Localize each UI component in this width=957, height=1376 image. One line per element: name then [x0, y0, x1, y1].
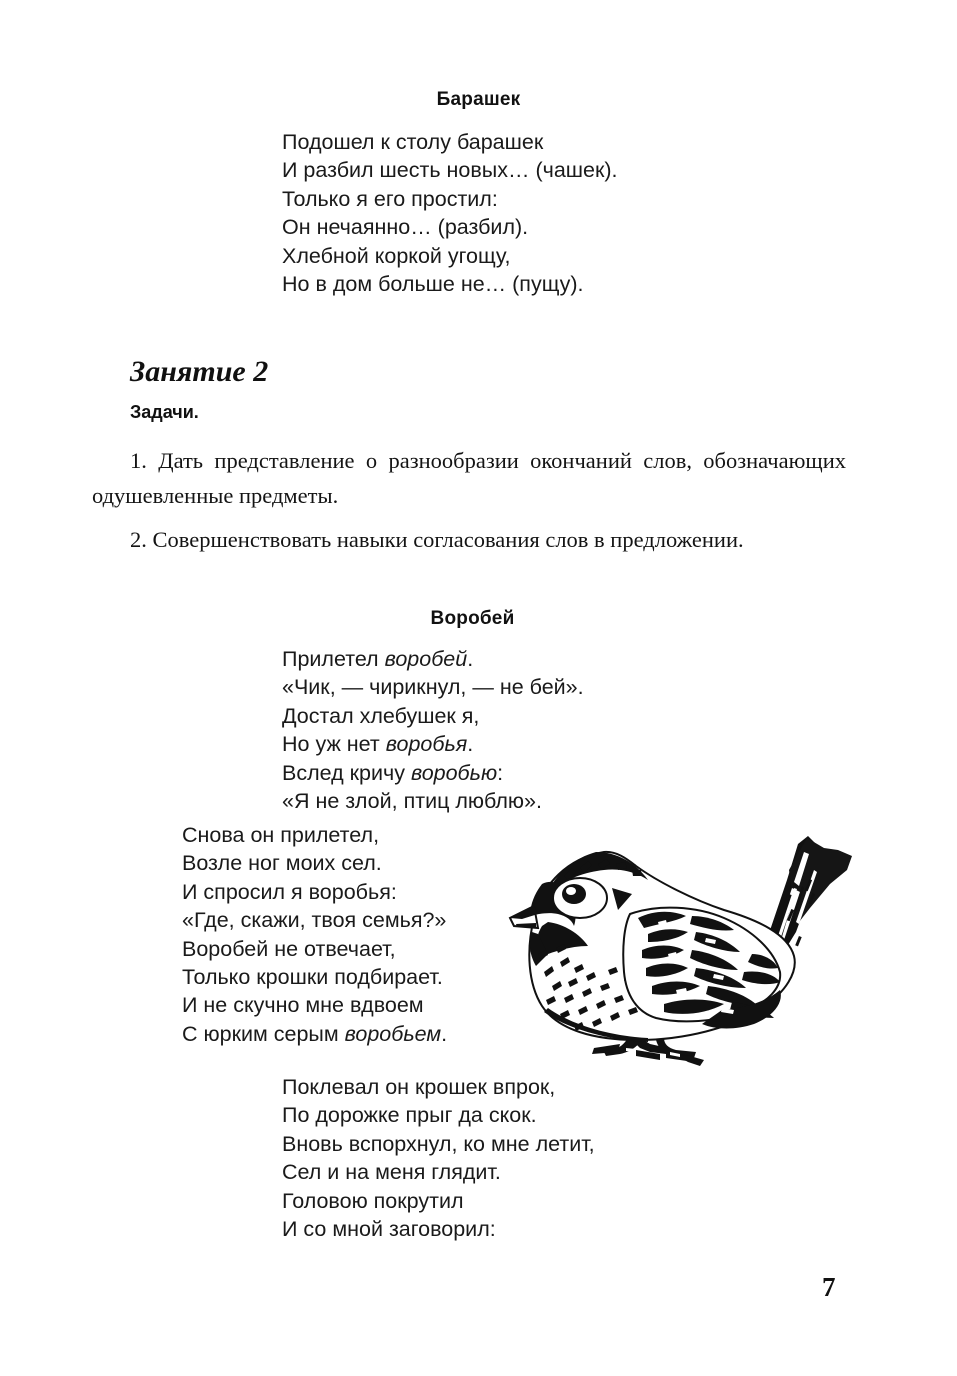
- poem-line: Достал хлебушек я,: [282, 703, 480, 728]
- poem-body-barashek: [282, 128, 618, 298]
- poem-line: И разбил шесть новых… (чашек).: [282, 158, 618, 183]
- poem-line: Снова он прилетел,: [182, 823, 380, 847]
- emphasised-word: воробью: [410, 760, 498, 785]
- poem-line: И не скучно мне вдвоем: [182, 993, 424, 1018]
- poem-line: Вновь вспорхнул, ко мне летит,: [282, 1131, 595, 1156]
- poem-line: «Чик, — чирикнул, — не бей».: [282, 675, 584, 700]
- poem-line: Воробей не отвечает,: [182, 936, 396, 961]
- emphasised-word: воробей: [384, 647, 468, 671]
- emphasised-word: воробьем: [344, 1021, 442, 1046]
- poem-line: «Где, скажи, твоя семья?»: [182, 908, 447, 933]
- poem-stanza-1: [282, 645, 584, 815]
- poem-title-barashek: Барашек: [436, 89, 521, 110]
- task-paragraph: 1. Дать представление о разнообразии окончаний слов, обозначающих одушевленные предметы.: [92, 448, 846, 508]
- poem-line: По дорожке прыг да скок.: [282, 1103, 537, 1128]
- poem-stanza-2: [182, 821, 447, 1048]
- poem-line: Он нечаянно… (разбил).: [282, 215, 529, 240]
- poem-line: С юрким серым воробьем.: [182, 1021, 448, 1046]
- sparrow-illustration: [508, 822, 858, 1067]
- poem-line: И со мной заговорил:: [282, 1217, 496, 1242]
- poem-line: Головою покрутил: [282, 1188, 464, 1213]
- poem-line: Вслед кричу воробью:: [282, 760, 504, 785]
- poem-line: Прилетел воробей.: [282, 647, 474, 671]
- poem-line: И спросил я воробья:: [182, 879, 397, 904]
- poem-stanza-3: [282, 1073, 595, 1243]
- poem-line: «Я не злой, птиц люблю».: [282, 789, 542, 814]
- poem-title-vorobey: Воробей: [430, 608, 515, 629]
- poem-line: Поклевал он крошек впрок,: [282, 1075, 556, 1099]
- tasks-label: Задачи.: [130, 402, 199, 422]
- poem-line: Подошел к столу барашек: [282, 130, 544, 154]
- sparrow-icon: [508, 822, 858, 1067]
- poem-line: Возле ног моих сел.: [182, 851, 382, 876]
- poem-line: Только крошки подбирает.: [182, 965, 443, 990]
- emphasised-word: воробья: [385, 732, 468, 757]
- poem-line: Но в дом больше не… (пущу).: [282, 272, 584, 297]
- poem-line: Хлебной коркой угощу,: [282, 243, 511, 268]
- tasks-list: [92, 443, 846, 566]
- poem-line: Только я его простил:: [282, 186, 498, 211]
- poem-line: Но уж нет воробья.: [282, 732, 474, 757]
- page-number: 7: [822, 1272, 836, 1302]
- section-heading-lesson-2: Занятие 2: [130, 355, 269, 388]
- poem-line: Сел и на меня глядит.: [282, 1160, 501, 1185]
- task-paragraph: 2. Совершенствовать навыки согласования слов в предложении.: [130, 527, 744, 552]
